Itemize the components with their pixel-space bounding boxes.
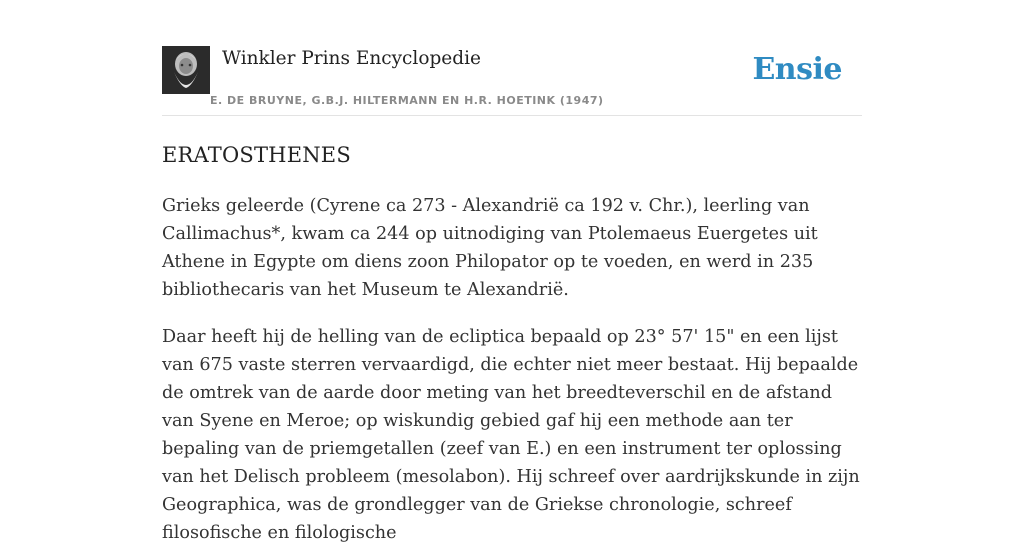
article-title: ERATOSTHENES xyxy=(162,143,351,167)
portrait-icon xyxy=(162,46,210,94)
site-header xyxy=(162,46,862,116)
author-avatar[interactable] xyxy=(162,46,210,94)
author-credits: E. DE BRUYNE, G.B.J. HILTERMANN EN H.R. HOETINK (1947) xyxy=(210,94,604,107)
article xyxy=(162,140,862,547)
article-paragraph-2: Daar heeft hij de helling van de ecliptica bepaald op 23° 57' 15" en een lijst van 675 vaste sterren vervaardigd, die echter niet meer bestaat. Hij bepaalde de omtrek van de aarde door meting van het breedteverschil en de afstand van Syene en Meroe; op wiskundig gebied gaf hij een methode aan ter bepaling van de priemgetallen (zeef van E.) en een instrument ter oplossing van het Delisch probleem (mesolabon). Hij schreef over aardrijkskunde in zijn Geographica, was de grondlegger van de Griekse chronologie, schreef filosofische en filologische xyxy=(162,327,860,543)
brand-logo[interactable]: Ensie xyxy=(752,52,842,87)
article-paragraph-1: Grieks geleerde (Cyrene ca 273 - Alexandrië ca 192 v. Chr.), leerling van Callimachus*, kwam ca 244 op uitnodiging van Ptolemaeus Euergetes uit Athene in Egypte om diens zoon Philopator op te voeden, en werd in 235 bibliothecaris van het Museum te Alexandrië. xyxy=(162,196,818,300)
site-title[interactable]: Winkler Prins Encyclopedie xyxy=(222,48,481,69)
